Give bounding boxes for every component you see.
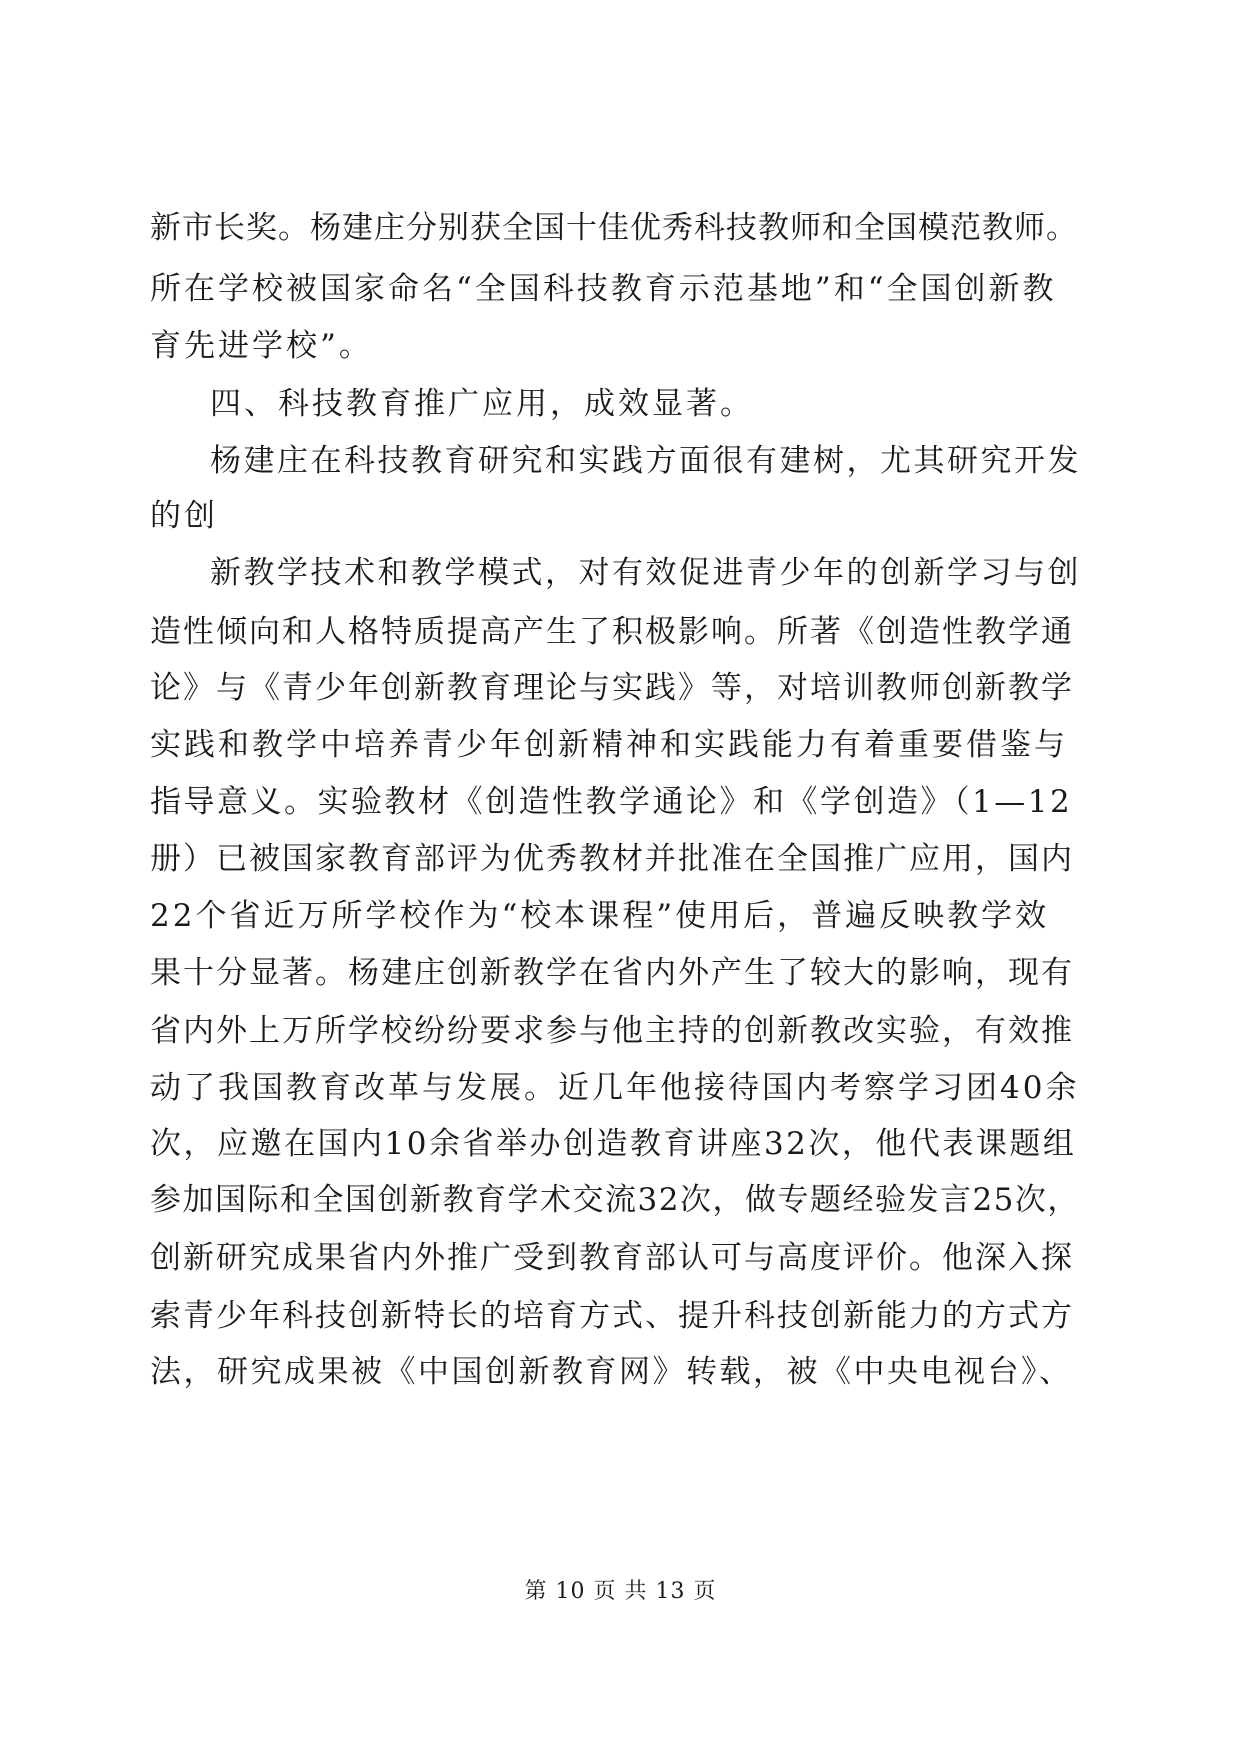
body-text-line: 创新研究成果省内外推广受到教育部认可与高度评价。他深入探 <box>150 1240 1074 1276</box>
body-text-line: 果十分显著。杨建庄创新教学在省内外产生了较大的影响，现有 <box>150 955 1074 991</box>
body-text-line: 实践和教学中培养青少年创新精神和实践能力有着重要借鉴与 <box>150 727 1068 763</box>
body-text-line: 册）已被国家教育部评为优秀教材并批准在全国推广应用，国内 <box>150 841 1074 877</box>
body-text-line: 造性倾向和人格特质提高产生了积极影响。所著《创造性教学通 <box>150 614 1074 650</box>
body-text-line: 法，研究成果被《中国创新教育网》转载，被《中央电视台》、 <box>150 1354 1073 1390</box>
body-text-line: 22个省近万所学校作为“校本课程”使用后，普遍反映教学效 <box>150 898 1050 934</box>
page-number-footer: 第 10 页 共 13 页 <box>524 1579 717 1604</box>
body-text-line: 新市长奖。杨建庄分别获全国十佳优秀科技教师和全国模范教师。 <box>150 210 1078 246</box>
body-text-line: 动了我国教育改革与发展。近几年他接待国内考察学习团40余 <box>150 1070 1080 1106</box>
body-text-line: 杨建庄在科技教育研究和实践方面很有建树，尤其研究开发 <box>210 443 1081 479</box>
body-text-line: 新教学技术和教学模式，对有效促进青少年的创新学习与创 <box>210 555 1081 591</box>
body-text-line: 参加国际和全国创新教育学术交流32次，做专题经验发言25次， <box>150 1182 1080 1218</box>
body-text-line: 育先进学校”。 <box>150 328 373 364</box>
body-text-line: 的创 <box>150 498 218 534</box>
body-text-line: 所在学校被国家命名“全国科技教育示范基地”和“全国创新教 <box>150 271 1057 307</box>
body-text-line: 论》与《青少年创新教育理论与实践》等，对培训教师创新教学 <box>150 670 1074 706</box>
section-heading: 四、科技教育推广应用，成效显著。 <box>210 386 754 422</box>
body-text-line: 次，应邀在国内10余省举办创造教育讲座32次，他代表课题组 <box>150 1126 1077 1162</box>
body-text-line: 指导意义。实验教材《创造性教学通论》和《学创造》（1—12 <box>150 784 1073 820</box>
body-text-line: 索青少年科技创新特长的培育方式、提升科技创新能力的方式方 <box>150 1298 1074 1334</box>
body-text-line: 省内外上万所学校纷纷要求参与他主持的创新教改实验，有效推 <box>150 1013 1074 1049</box>
